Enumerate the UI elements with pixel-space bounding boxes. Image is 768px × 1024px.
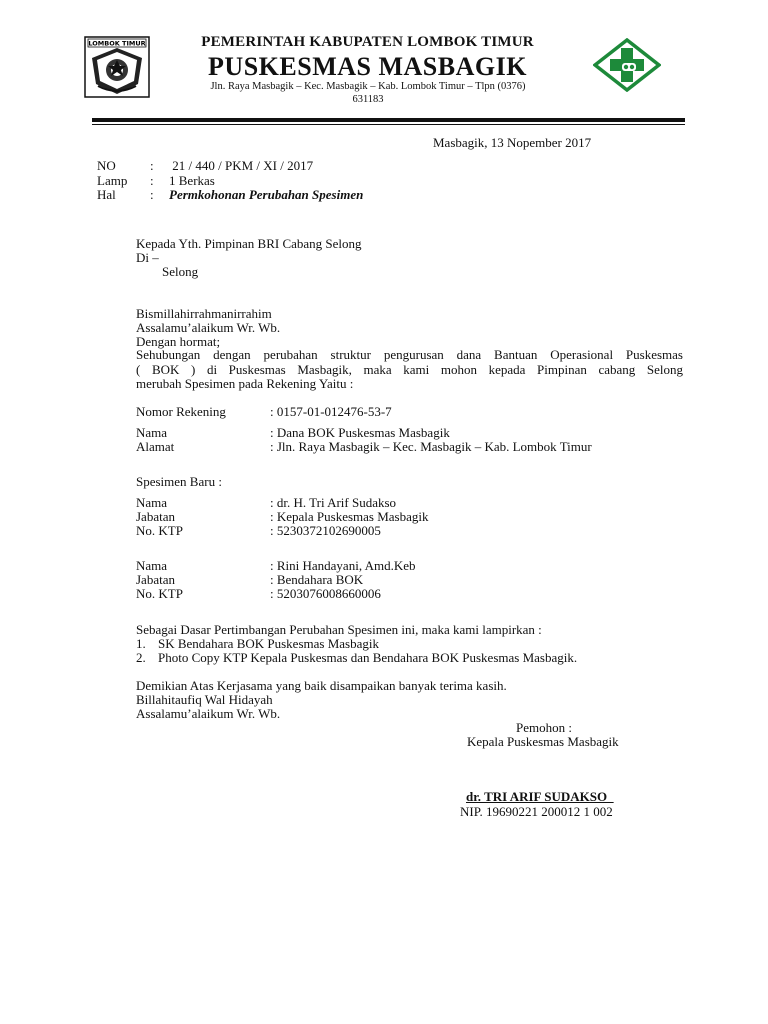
meta-sep-lamp: : [150,173,154,188]
closing-line: Demikian Atas Kerjasama yang baik disampaikan banyak terima kasih. [136,678,507,693]
closing-line: Assalamu’alaikum Wr. Wb. [136,706,281,721]
account-value: : Jln. Raya Masbagik – Kec. Masbagik – Kab. Lombok Timur [270,439,592,454]
meta-sep-no: : [150,158,154,173]
meta-label-no: NO [97,158,116,173]
specimen1-label: Nama [136,495,168,510]
recipient-line: Kepada Yth. Pimpinan BRI Cabang Selong [136,236,362,251]
recipient-line: Di – [136,250,159,265]
specimen2-label: No. KTP [136,586,183,601]
opening-line: Bismillahirrahmanirrahim [136,306,272,321]
account-label: Nomor Rekening [136,404,226,419]
specimen1-label: No. KTP [136,523,183,538]
specimen2-value: : 5203076008660006 [270,586,381,601]
attachment-item: Photo Copy KTP Kepala Puskesmas dan Bendahara BOK Puskesmas Masbagik. [158,650,578,665]
account-value: : 0157-01-012476-53-7 [270,404,392,419]
specimen1-value: : 5230372102690005 [270,523,381,538]
institution-name: PUSKESMAS MASBAGIK [208,52,527,81]
header-divider-thin [92,124,685,125]
specimen2-label: Jabatan [136,572,175,587]
meta-value-no: 21 / 440 / PKM / XI / 2017 [169,158,314,173]
signature-position: Kepala Puskesmas Masbagik [467,734,619,749]
letter-paragraph [136,348,683,392]
specimen1-value: : Kepala Puskesmas Masbagik [270,509,429,524]
signature-role: Pemohon : [516,720,572,735]
specimen1-label: Jabatan [136,509,175,524]
government-name: PEMERINTAH KABUPATEN LOMBOK TIMUR [201,34,534,50]
attachment-number: 1. [136,636,146,651]
meta-label-lamp: Lamp [97,173,128,188]
specimen2-value: : Bendahara BOK [270,572,364,587]
account-label: Nama [136,425,168,440]
specimen1-value: : dr. H. Tri Arif Sudakso [270,495,397,510]
institution-address [168,80,568,106]
regency-emblem-logo [84,36,150,98]
meta-value-lamp: 1 Berkas [169,173,215,188]
meta-sep-hal: : [150,187,154,202]
address-line-1: Jln. Raya Masbagik – Kec. Masbagik – Kab. Lombok Timur – Tlpn (0376) [210,81,526,92]
puskesmas-logo [593,38,661,92]
address-line-2: 631183 [352,94,384,105]
account-label: Alamat [136,439,175,454]
opening-line: Dengan hormat; [136,334,221,349]
attachment-number: 2. [136,650,146,665]
meta-value-subject: Permkohonan Perubahan Spesimen [169,187,364,202]
paragraph-line: ( BOK ) di Puskesmas Masbagik, maka kami mohon kepada Pimpinan cabang Selong [136,361,683,377]
account-value: : Dana BOK Puskesmas Masbagik [270,425,450,440]
specimen2-label: Nama [136,558,168,573]
paragraph-line: Sehubungan dengan perubahan struktur pengurusan dana Bantuan Operasional Puskesmas [136,347,683,362]
opening-line: Assalamu’alaikum Wr. Wb. [136,320,281,335]
new-specimen-title: Spesimen Baru : [136,474,222,489]
paragraph-line: merubah Spesimen pada Rekening Yaitu : [136,376,354,391]
meta-label-hal: Hal [97,187,116,202]
header-divider-thick [92,118,685,122]
attachments-intro: Sebagai Dasar Pertimbangan Perubahan Spesimen ini, maka kami lampirkan : [136,622,542,637]
attachment-item: SK Bendahara BOK Puskesmas Masbagik [158,636,379,651]
signatory-name: dr. TRI ARIF SUDAKSO [466,789,614,804]
recipient-city: Selong [162,264,199,279]
logo-text: LOMBOK TIMUR [88,39,146,48]
signatory-nip: NIP. 19690221 200012 1 002 [460,804,613,819]
letter-date: Masbagik, 13 Nopember 2017 [433,135,592,150]
closing-line: Billahitaufiq Wal Hidayah [136,692,273,707]
specimen2-value: : Rini Handayani, Amd.Keb [270,558,416,573]
